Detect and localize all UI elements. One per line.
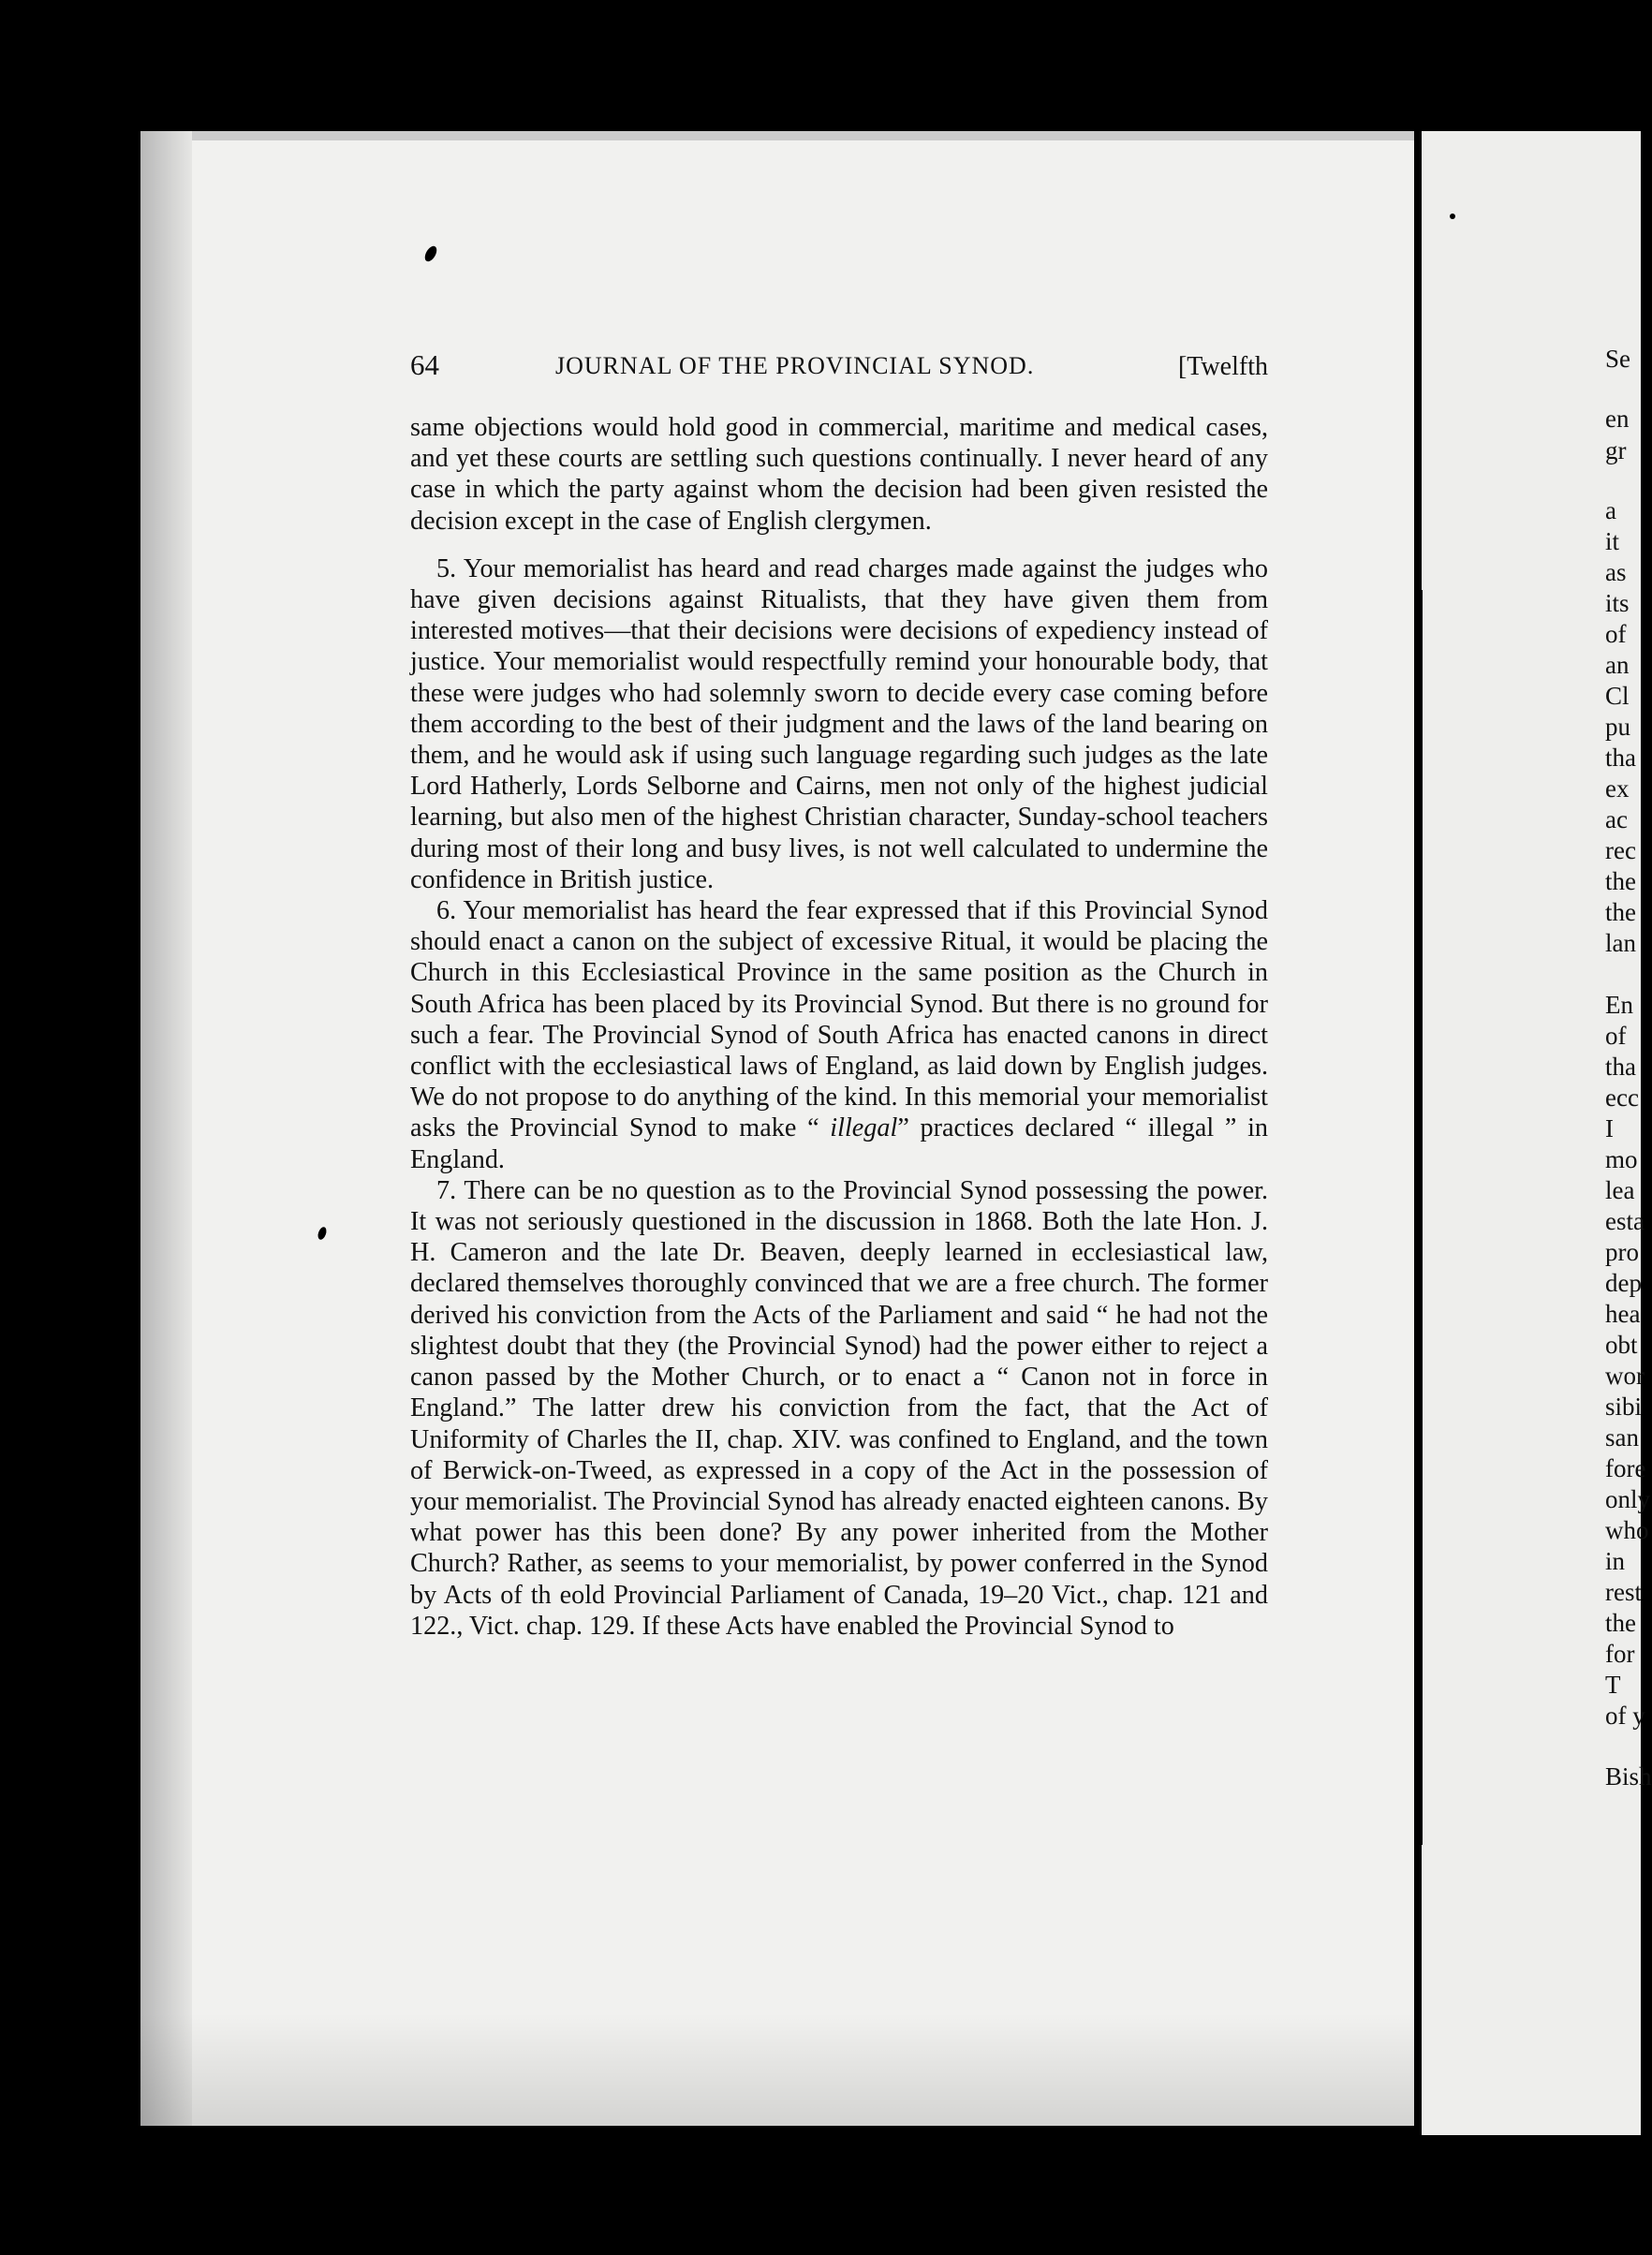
fragment: I	[1605, 1114, 1614, 1142]
fragment: for	[1605, 1640, 1635, 1668]
fragment: its	[1605, 589, 1630, 617]
paragraph-5: 5. Your memorialist has heard and read charges made against the judges who have given decisions against Ritualists, that they have given them from interested motives—that their decisions were decisions of expediency instead of justice. Your memorialist would respectfully remind your honourable body, that these were judges who had solemnly sworn to decide every case coming before them according to the best of their judgment and the laws of the land bearing on them, and he would ask if using such language regarding such judges as the late Lord Hatherly, Lords Selborne and Cairns, men not only of the highest judicial learning, but also men of the highest Christian character, Sunday-school teachers during most of their long and busy lives, is not well calculated to undermine the confidence in British justice.	[410, 553, 1268, 894]
fragment: Se	[1605, 345, 1630, 373]
running-header	[410, 348, 1268, 390]
journal-title: JOURNAL OF THE PROVINCIAL SYNOD.	[555, 352, 1035, 379]
body-text	[410, 412, 1268, 1642]
fragment: hea	[1605, 1300, 1641, 1328]
fragment: T	[1605, 1671, 1621, 1699]
page-left-edge-shadow	[140, 131, 192, 2126]
fragment: san	[1605, 1423, 1639, 1452]
paragraph-6	[410, 895, 1268, 1175]
fragment: as	[1605, 558, 1627, 586]
page-bottom-shadow	[140, 2013, 1419, 2126]
fragment: pu	[1605, 713, 1630, 741]
fragment: the	[1605, 1609, 1636, 1637]
fragment: Cl	[1605, 682, 1630, 710]
fragment: pro	[1605, 1238, 1639, 1266]
fragment: of	[1605, 1022, 1627, 1050]
paragraph-7: 7. There can be no question as to the Provincial Synod possessing the power. It was not seriously questioned in the discussion in 1868. Both the late Hon. J. H. Cameron and the late Dr. Beaven, deeply learned in ecclesiastical law, declared themselves thoroughly convinced that we are a free church. The former derived his conviction from the Acts of the Parliament and said “ he had not the slightest doubt that they (the Provincial Synod) had the power either to reject a canon passed by the Mother Church, or to enact a “ Canon not in force in England.” The latter drew his conviction from the fact, that the Act of Uniformity of Charles the II, chap. XIV. was confined to England, and the town of Berwick-on-Tweed, as expressed in a copy of the Act in the possession of your memorialist. The Provincial Synod has already enacted eighteen canons. By what power has this been done? By any power inherited from the Mother Church? Rather, as seems to your memorialist, by power conferred in the Synod by Acts of th eold Provincial Parliament of Canada, 19–20 Vict., chap. 121 and 122., Vict. chap. 129. If these Acts have enabled the Provincial Synod to	[410, 1175, 1268, 1641]
fragment: sibi	[1605, 1393, 1643, 1421]
fragment: lan	[1605, 929, 1636, 957]
fragment: a	[1605, 496, 1616, 524]
fragment: fore	[1605, 1454, 1646, 1482]
ink-speck	[1450, 214, 1455, 219]
illegal-italic: illegal	[830, 1113, 898, 1143]
paragraph-6-text: 6. Your memorialist has heard the fear expressed that if this Provincial Synod should enact a canon on the subject of excessive Ritual, it would be placing the Church in this Ecclesiastical Province in the same position as the Church in South Africa has been placed by its Provincial Synod. But there is no ground for such a fear. The Provincial Synod of South Africa has enacted canons in direct conflict with the ecclesiastical laws of England, as laid down by English judges. We do not propose to do anything of the kind. In this memorial your memorialist asks the Provincial Synod to make	[410, 896, 1268, 1143]
fragment: an	[1605, 651, 1630, 679]
fragment: En	[1605, 991, 1633, 1019]
session-label: [Twelfth	[1177, 352, 1268, 381]
fragment: en	[1605, 405, 1630, 433]
paragraph-continuation: same objections would hold good in commercial, maritime and medical cases, and yet these courts are settling such questions continually. I never heard of any case in which the party against whom the decision had been given resisted the decision except in the case of English clergymen.	[410, 413, 1268, 536]
fragment: gr	[1605, 436, 1627, 464]
fragment: who	[1605, 1516, 1649, 1544]
fragment: it	[1605, 527, 1620, 555]
fragment: rest	[1605, 1578, 1642, 1606]
fragment: rec	[1605, 836, 1636, 864]
fragment: wor	[1605, 1362, 1645, 1390]
fragment: mo	[1605, 1145, 1638, 1173]
fragment: dep	[1605, 1269, 1642, 1297]
page-top-edge	[140, 131, 1419, 140]
fold-shadow-line	[1419, 590, 1423, 1845]
fragment: ex	[1605, 774, 1630, 803]
fragment: tha	[1605, 744, 1636, 772]
fragment: of y	[1605, 1702, 1645, 1730]
fragment: of	[1605, 620, 1627, 648]
fragment: lea	[1605, 1176, 1635, 1204]
fragment: tha	[1605, 1053, 1636, 1081]
fragment: ecc	[1605, 1083, 1639, 1112]
fragment: the	[1605, 898, 1636, 926]
paragraph-6-tail: ” practices declared “ illegal ” in England.	[410, 1113, 1269, 1174]
open-quote: “	[807, 1113, 819, 1143]
fragment: in	[1605, 1547, 1626, 1575]
fragment: obt	[1605, 1331, 1638, 1359]
fragment: only	[1605, 1485, 1651, 1513]
fragment: esta	[1605, 1207, 1645, 1235]
page-number: 64	[410, 348, 439, 381]
fragment: Bish	[1605, 1762, 1652, 1791]
fragment: ac	[1605, 805, 1628, 833]
fragment: the	[1605, 867, 1636, 895]
